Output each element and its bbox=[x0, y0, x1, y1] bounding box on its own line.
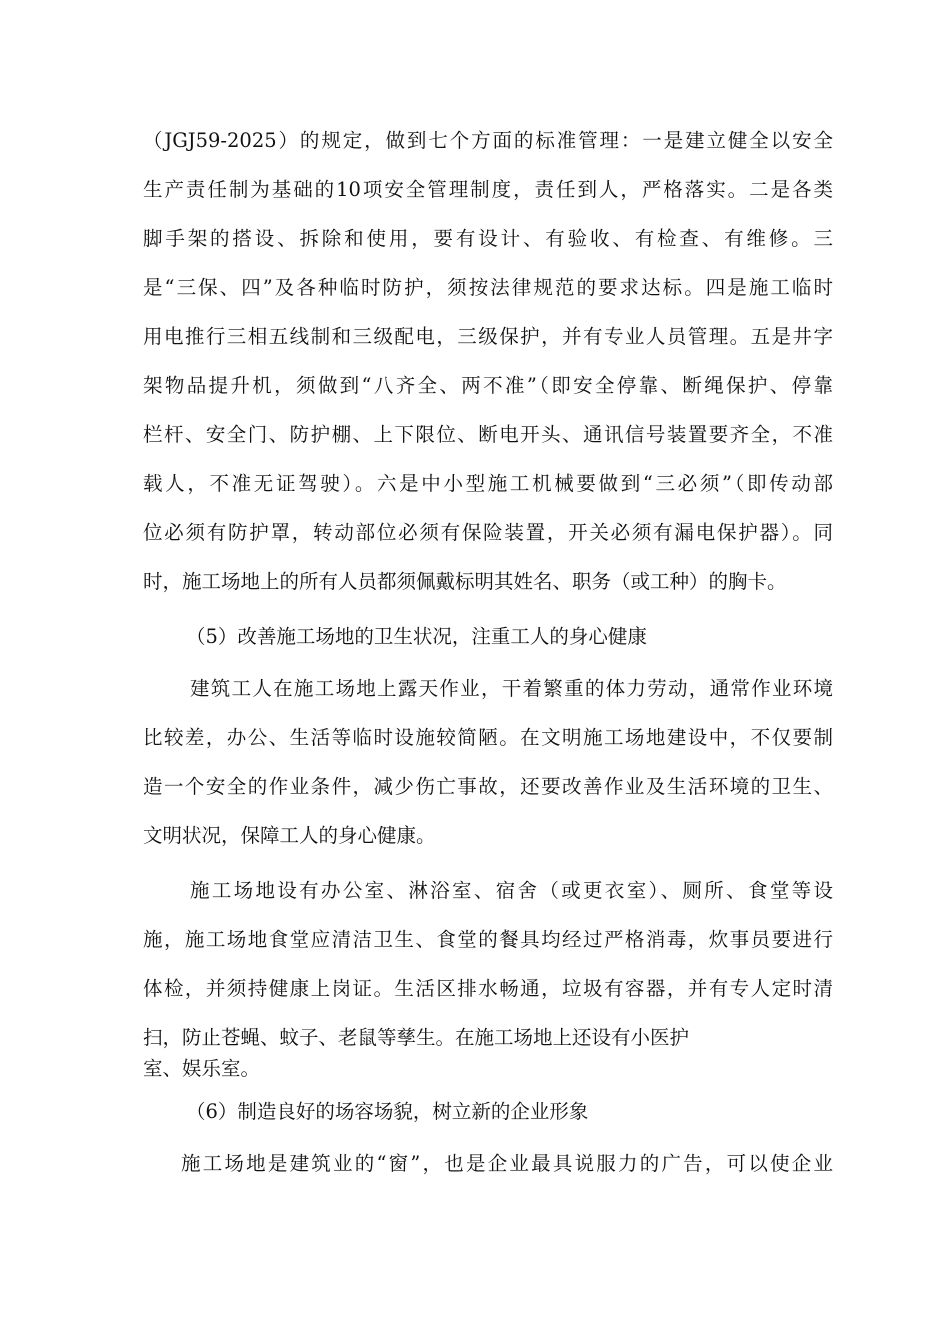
paragraph-line: 是“三保、四”及各种临时防护，须按法律规范的要求达标。四是施工临时 bbox=[143, 276, 833, 299]
section-heading-5: （5）改善施工场地的卫生状况，注重工人的身心健康 bbox=[186, 625, 647, 648]
paragraph-line: 室、娱乐室。 bbox=[143, 1057, 261, 1080]
paragraph-line: 脚手架的搭设、拆除和使用，要有设计、有验收、有检查、有维修。三 bbox=[143, 227, 833, 250]
paragraph-line: 生产责任制为基础的10项安全管理制度，责任到人，严格落实。二是各类 bbox=[143, 178, 833, 201]
paragraph-line: 造一个安全的作业条件，减少伤亡事故，还要改善作业及生活环境的卫生、 bbox=[143, 775, 833, 798]
paragraph-line: 位必须有防护罩，转动部位必须有保险装置，开关必须有漏电保护器）。同 bbox=[143, 521, 833, 544]
paragraph-line: 施，施工场地食堂应清洁卫生、食堂的餐具均经过严格消毒，炊事员要进行 bbox=[143, 928, 833, 951]
paragraph-line: 建筑工人在施工场地上露天作业，干着繁重的体力劳动，通常作业环境 bbox=[190, 677, 833, 700]
paragraph-line: 载人，不准无证驾驶）。六是中小型施工机械要做到“三必须”（即传动部 bbox=[143, 472, 833, 495]
paragraph-line: 扫，防止苍蝇、蚊子、老鼠等孳生。在施工场地上还设有小医护 bbox=[143, 1026, 690, 1049]
paragraph-line: 施工场地设有办公室、淋浴室、宿舍（或更衣室）、厕所、食堂等设 bbox=[190, 879, 833, 902]
paragraph-line: （JGJ59-2025）的规定，做到七个方面的标准管理：一是建立健全以安全 bbox=[143, 129, 833, 152]
paragraph-line: 施工场地是建筑业的“窗”，也是企业最具说服力的广告，可以使企业 bbox=[181, 1152, 833, 1175]
paragraph-line: 栏杆、安全门、防护棚、上下限位、断电开头、通讯信号装置要齐全，不准 bbox=[143, 423, 833, 446]
section-heading-6: （6）制造良好的场容场貌，树立新的企业形象 bbox=[186, 1100, 589, 1123]
paragraph-line: 体检，并须持健康上岗证。生活区排水畅通，垃圾有容器，并有专人定时清 bbox=[143, 977, 833, 1000]
paragraph-line: 架物品提升机，须做到“八齐全、两不准”（即安全停靠、断绳保护、停靠 bbox=[143, 374, 833, 397]
paragraph-line: 文明状况，保障工人的身心健康。 bbox=[143, 824, 436, 847]
paragraph-line: 比较差，办公、生活等临时设施较简陋。在文明施工场地建设中，不仅要制 bbox=[143, 726, 833, 749]
paragraph-line: 用电推行三相五线制和三级配电，三级保护，并有专业人员管理。五是井字 bbox=[143, 325, 833, 348]
paragraph-line: 时，施工场地上的所有人员都须佩戴标明其姓名、职务（或工种）的胸卡。 bbox=[143, 570, 787, 593]
